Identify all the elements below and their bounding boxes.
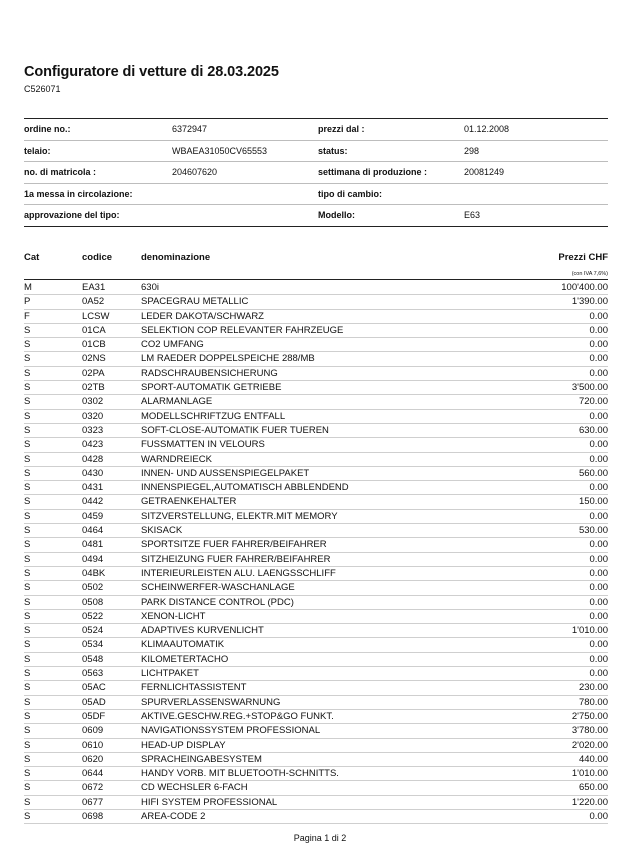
row-denomination: XENON-LICHT — [141, 610, 206, 622]
row-denomination: SKISACK — [141, 525, 183, 537]
row-denomination: HIFI SYSTEM PROFESSIONAL — [141, 796, 278, 808]
info-value — [172, 205, 318, 227]
row-denomination: INNEN- UND AUSSENSPIEGELPAKET — [141, 467, 310, 479]
table-row — [24, 610, 608, 624]
vehicle-info-table — [24, 118, 608, 227]
row-code: 0481 — [82, 539, 104, 551]
row-denomination: ALARMANLAGE — [141, 396, 213, 408]
column-header-denomination: denominazione — [141, 252, 211, 263]
row-cat: S — [24, 610, 31, 622]
row-price: 0.00 — [589, 310, 608, 322]
info-label: tipo di cambio: — [318, 183, 464, 205]
info-value — [172, 183, 318, 205]
info-row — [24, 205, 608, 227]
row-denomination: FERNLICHTASSISTENT — [141, 682, 247, 694]
table-row — [24, 410, 608, 424]
row-price: 3'780.00 — [571, 725, 608, 737]
row-price: 230.00 — [578, 682, 608, 694]
row-cat: S — [24, 582, 31, 594]
row-code: 0610 — [82, 739, 104, 751]
table-row — [24, 567, 608, 581]
row-denomination: SPURVERLASSENSWARNUNG — [141, 696, 281, 708]
row-code: 0677 — [82, 796, 104, 808]
row-denomination: NAVIGATIONSSYSTEM PROFESSIONAL — [141, 725, 321, 737]
row-price: 0.00 — [589, 339, 608, 351]
info-value: 6372947 — [172, 119, 318, 141]
row-cat: S — [24, 725, 31, 737]
row-code: 0323 — [82, 424, 104, 436]
info-row — [24, 140, 608, 162]
row-denomination: PARK DISTANCE CONTROL (PDC) — [141, 596, 294, 608]
table-row — [24, 696, 608, 710]
row-price: 440.00 — [578, 753, 608, 765]
row-price: 0.00 — [589, 353, 608, 365]
row-denomination: AREA-CODE 2 — [141, 810, 206, 822]
row-cat: S — [24, 482, 31, 494]
info-row — [24, 183, 608, 205]
row-price: 1'390.00 — [571, 296, 608, 308]
row-cat: S — [24, 682, 31, 694]
table-row — [24, 739, 608, 753]
row-denomination: INNENSPIEGEL,AUTOMATISCH ABBLENDEND — [141, 482, 349, 494]
row-cat: S — [24, 553, 31, 565]
row-price: 3'500.00 — [571, 382, 608, 394]
row-cat: S — [24, 439, 31, 451]
table-row — [24, 524, 608, 538]
row-price: 0.00 — [589, 668, 608, 680]
row-cat: S — [24, 467, 31, 479]
row-price: 0.00 — [589, 810, 608, 822]
info-row — [24, 119, 608, 141]
row-code: 0302 — [82, 396, 104, 408]
row-code: 05AD — [82, 696, 106, 708]
table-row — [24, 310, 608, 324]
row-code: 02TB — [82, 382, 105, 394]
table-row — [24, 352, 608, 366]
row-denomination: ADAPTIVES KURVENLICHT — [141, 625, 264, 637]
info-label: status: — [318, 140, 464, 162]
table-row — [24, 581, 608, 595]
row-cat: S — [24, 367, 31, 379]
row-cat: S — [24, 753, 31, 765]
row-cat: S — [24, 625, 31, 637]
table-row — [24, 510, 608, 524]
row-denomination: INTERIEURLEISTEN ALU. LAENGSSCHLIFF — [141, 567, 336, 579]
info-label: approvazione del tipo: — [24, 205, 172, 227]
table-row — [24, 796, 608, 810]
row-cat: S — [24, 339, 31, 351]
info-label: 1a messa in circolazione: — [24, 183, 172, 205]
table-row — [24, 710, 608, 724]
page-footer: Pagina 1 di 2 — [293, 833, 347, 843]
row-denomination: HANDY VORB. MIT BLUETOOTH-SCHNITTS. — [141, 768, 339, 780]
row-denomination: SITZVERSTELLUNG, ELEKTR.MIT MEMORY — [141, 510, 338, 522]
table-row — [24, 724, 608, 738]
row-price: 0.00 — [589, 482, 608, 494]
row-price: 0.00 — [589, 539, 608, 551]
table-row — [24, 781, 608, 795]
table-row — [24, 553, 608, 567]
table-row — [24, 281, 608, 295]
table-row — [24, 424, 608, 438]
row-code: 0644 — [82, 768, 104, 780]
row-cat: S — [24, 596, 31, 608]
row-price: 2'020.00 — [571, 739, 608, 751]
table-row — [24, 667, 608, 681]
row-denomination: LEDER DAKOTA/SCHWARZ — [141, 310, 264, 322]
row-cat: S — [24, 510, 31, 522]
row-cat: S — [24, 496, 31, 508]
column-header-code: codice — [82, 252, 113, 263]
row-code: 0620 — [82, 753, 104, 765]
table-row — [24, 753, 608, 767]
row-denomination: SCHEINWERFER-WASCHANLAGE — [141, 582, 295, 594]
row-cat: M — [24, 282, 32, 293]
row-cat: S — [24, 768, 31, 780]
row-price: 650.00 — [578, 782, 608, 794]
info-value: WBAEA31050CV65553 — [172, 140, 318, 162]
row-cat: S — [24, 668, 31, 680]
row-cat: P — [24, 296, 31, 308]
info-value: 20081249 — [464, 162, 608, 184]
row-cat: S — [24, 782, 31, 794]
info-row — [24, 162, 608, 184]
row-cat: S — [24, 639, 31, 651]
row-code: 02NS — [82, 353, 106, 365]
row-cat: S — [24, 353, 31, 365]
row-code: 0548 — [82, 653, 104, 665]
row-price: 0.00 — [589, 582, 608, 594]
row-price: 530.00 — [578, 525, 608, 537]
row-price: 0.00 — [589, 653, 608, 665]
row-price: 720.00 — [578, 396, 608, 408]
row-price: 150.00 — [578, 496, 608, 508]
row-code: 01CA — [82, 324, 106, 336]
header-divider — [24, 279, 608, 280]
table-row — [24, 681, 608, 695]
row-cat: S — [24, 539, 31, 551]
document-id: C526071 — [24, 84, 61, 94]
table-row — [24, 338, 608, 352]
row-denomination: SOFT-CLOSE-AUTOMATIK FUER TUEREN — [141, 424, 329, 436]
row-price: 0.00 — [589, 567, 608, 579]
table-row — [24, 538, 608, 552]
info-label: prezzi dal : — [318, 119, 464, 141]
row-cat: S — [24, 424, 31, 436]
row-denomination: FUSSMATTEN IN VELOURS — [141, 439, 265, 451]
row-cat: S — [24, 525, 31, 537]
table-row — [24, 495, 608, 509]
row-cat: S — [24, 796, 31, 808]
row-code: LCSW — [82, 310, 110, 322]
table-row — [24, 653, 608, 667]
row-cat: S — [24, 696, 31, 708]
row-code: 0502 — [82, 582, 104, 594]
table-row — [24, 638, 608, 652]
row-code: 0431 — [82, 482, 104, 494]
row-code: 0672 — [82, 782, 104, 794]
options-table — [24, 281, 608, 824]
row-denomination: AKTIVE.GESCHW.REG.+STOP&GO FUNKT. — [141, 710, 334, 722]
info-value — [464, 183, 608, 205]
table-row — [24, 324, 608, 338]
row-code: 0423 — [82, 439, 104, 451]
row-code: 0563 — [82, 668, 104, 680]
row-price: 0.00 — [589, 453, 608, 465]
table-row — [24, 367, 608, 381]
row-price: 0.00 — [589, 439, 608, 451]
row-denomination: SPORT-AUTOMATIK GETRIEBE — [141, 382, 282, 394]
row-denomination: SPACEGRAU METALLIC — [141, 296, 249, 308]
row-cat: F — [24, 310, 30, 322]
row-price: 100'400.00 — [561, 282, 608, 293]
row-denomination: WARNDREIECK — [141, 453, 212, 465]
row-cat: S — [24, 396, 31, 408]
row-code: 0609 — [82, 725, 104, 737]
row-price: 0.00 — [589, 510, 608, 522]
row-denomination: LICHTPAKET — [141, 668, 199, 680]
table-row — [24, 438, 608, 452]
row-price: 0.00 — [589, 596, 608, 608]
table-row — [24, 295, 608, 309]
row-cat: S — [24, 710, 31, 722]
row-denomination: SELEKTION COP RELEVANTER FAHRZEUGE — [141, 324, 344, 336]
row-cat: S — [24, 324, 31, 336]
vat-note: (con IVA 7,6%) — [571, 271, 608, 277]
row-code: 0320 — [82, 410, 104, 422]
row-code: 0534 — [82, 639, 104, 651]
row-code: 05DF — [82, 710, 106, 722]
table-row — [24, 467, 608, 481]
row-denomination: MODELLSCHRIFTZUG ENTFALL — [141, 410, 286, 422]
row-price: 0.00 — [589, 410, 608, 422]
table-row — [24, 381, 608, 395]
row-code: 0494 — [82, 553, 104, 565]
row-code: 0A52 — [82, 296, 105, 308]
row-code: 0428 — [82, 453, 104, 465]
info-value: E63 — [464, 205, 608, 227]
page-title: Configuratore di vetture di 28.03.2025 — [24, 64, 279, 80]
row-cat: S — [24, 739, 31, 751]
row-code: 0430 — [82, 467, 104, 479]
row-cat: S — [24, 653, 31, 665]
row-denomination: LM RAEDER DOPPELSPEICHE 288/MB — [141, 353, 315, 365]
row-code: 02PA — [82, 367, 105, 379]
row-price: 1'010.00 — [571, 768, 608, 780]
table-row — [24, 596, 608, 610]
column-header-cat: Cat — [24, 252, 40, 263]
info-label: Modello: — [318, 205, 464, 227]
info-label: settimana di produzione : — [318, 162, 464, 184]
row-code: 01CB — [82, 339, 106, 351]
table-row — [24, 624, 608, 638]
row-price: 0.00 — [589, 324, 608, 336]
row-code: 04BK — [82, 567, 106, 579]
row-code: 0442 — [82, 496, 104, 508]
row-price: 1'010.00 — [571, 625, 608, 637]
row-denomination: SPORTSITZE FUER FAHRER/BEIFAHRER — [141, 539, 327, 551]
row-price: 0.00 — [589, 639, 608, 651]
row-cat: S — [24, 567, 31, 579]
row-code: 0464 — [82, 525, 104, 537]
row-denomination: KLIMAAUTOMATIK — [141, 639, 225, 651]
row-price: 0.00 — [589, 367, 608, 379]
info-label: no. di matricola : — [24, 162, 172, 184]
row-cat: S — [24, 382, 31, 394]
row-denomination: CD WECHSLER 6-FACH — [141, 782, 248, 794]
column-header-price: Prezzi CHF — [558, 252, 608, 263]
row-denomination: SPRACHEINGABESYSTEM — [141, 753, 262, 765]
row-price: 630.00 — [578, 424, 608, 436]
row-denomination: 630i — [141, 282, 159, 293]
table-row — [24, 810, 608, 824]
row-denomination: RADSCHRAUBENSICHERUNG — [141, 367, 278, 379]
row-code: 0698 — [82, 810, 104, 822]
row-denomination: GETRAENKEHALTER — [141, 496, 237, 508]
row-code: 0522 — [82, 610, 104, 622]
row-price: 0.00 — [589, 610, 608, 622]
row-code: 0508 — [82, 596, 104, 608]
row-denomination: KILOMETERTACHO — [141, 653, 229, 665]
table-row — [24, 481, 608, 495]
row-price: 560.00 — [578, 467, 608, 479]
row-code: 0459 — [82, 510, 104, 522]
row-price: 780.00 — [578, 696, 608, 708]
info-label: telaio: — [24, 140, 172, 162]
row-price: 1'220.00 — [571, 796, 608, 808]
table-row — [24, 453, 608, 467]
row-code: EA31 — [82, 282, 106, 293]
row-denomination: CO2 UMFANG — [141, 339, 204, 351]
info-value: 204607620 — [172, 162, 318, 184]
table-row — [24, 395, 608, 409]
row-code: 0524 — [82, 625, 104, 637]
info-value: 01.12.2008 — [464, 119, 608, 141]
info-label: ordine no.: — [24, 119, 172, 141]
row-price: 0.00 — [589, 553, 608, 565]
row-code: 05AC — [82, 682, 106, 694]
row-cat: S — [24, 453, 31, 465]
row-cat: S — [24, 410, 31, 422]
row-denomination: SITZHEIZUNG FUER FAHRER/BEIFAHRER — [141, 553, 331, 565]
table-row — [24, 767, 608, 781]
row-price: 2'750.00 — [571, 710, 608, 722]
row-denomination: HEAD-UP DISPLAY — [141, 739, 226, 751]
info-value: 298 — [464, 140, 608, 162]
row-cat: S — [24, 810, 31, 822]
